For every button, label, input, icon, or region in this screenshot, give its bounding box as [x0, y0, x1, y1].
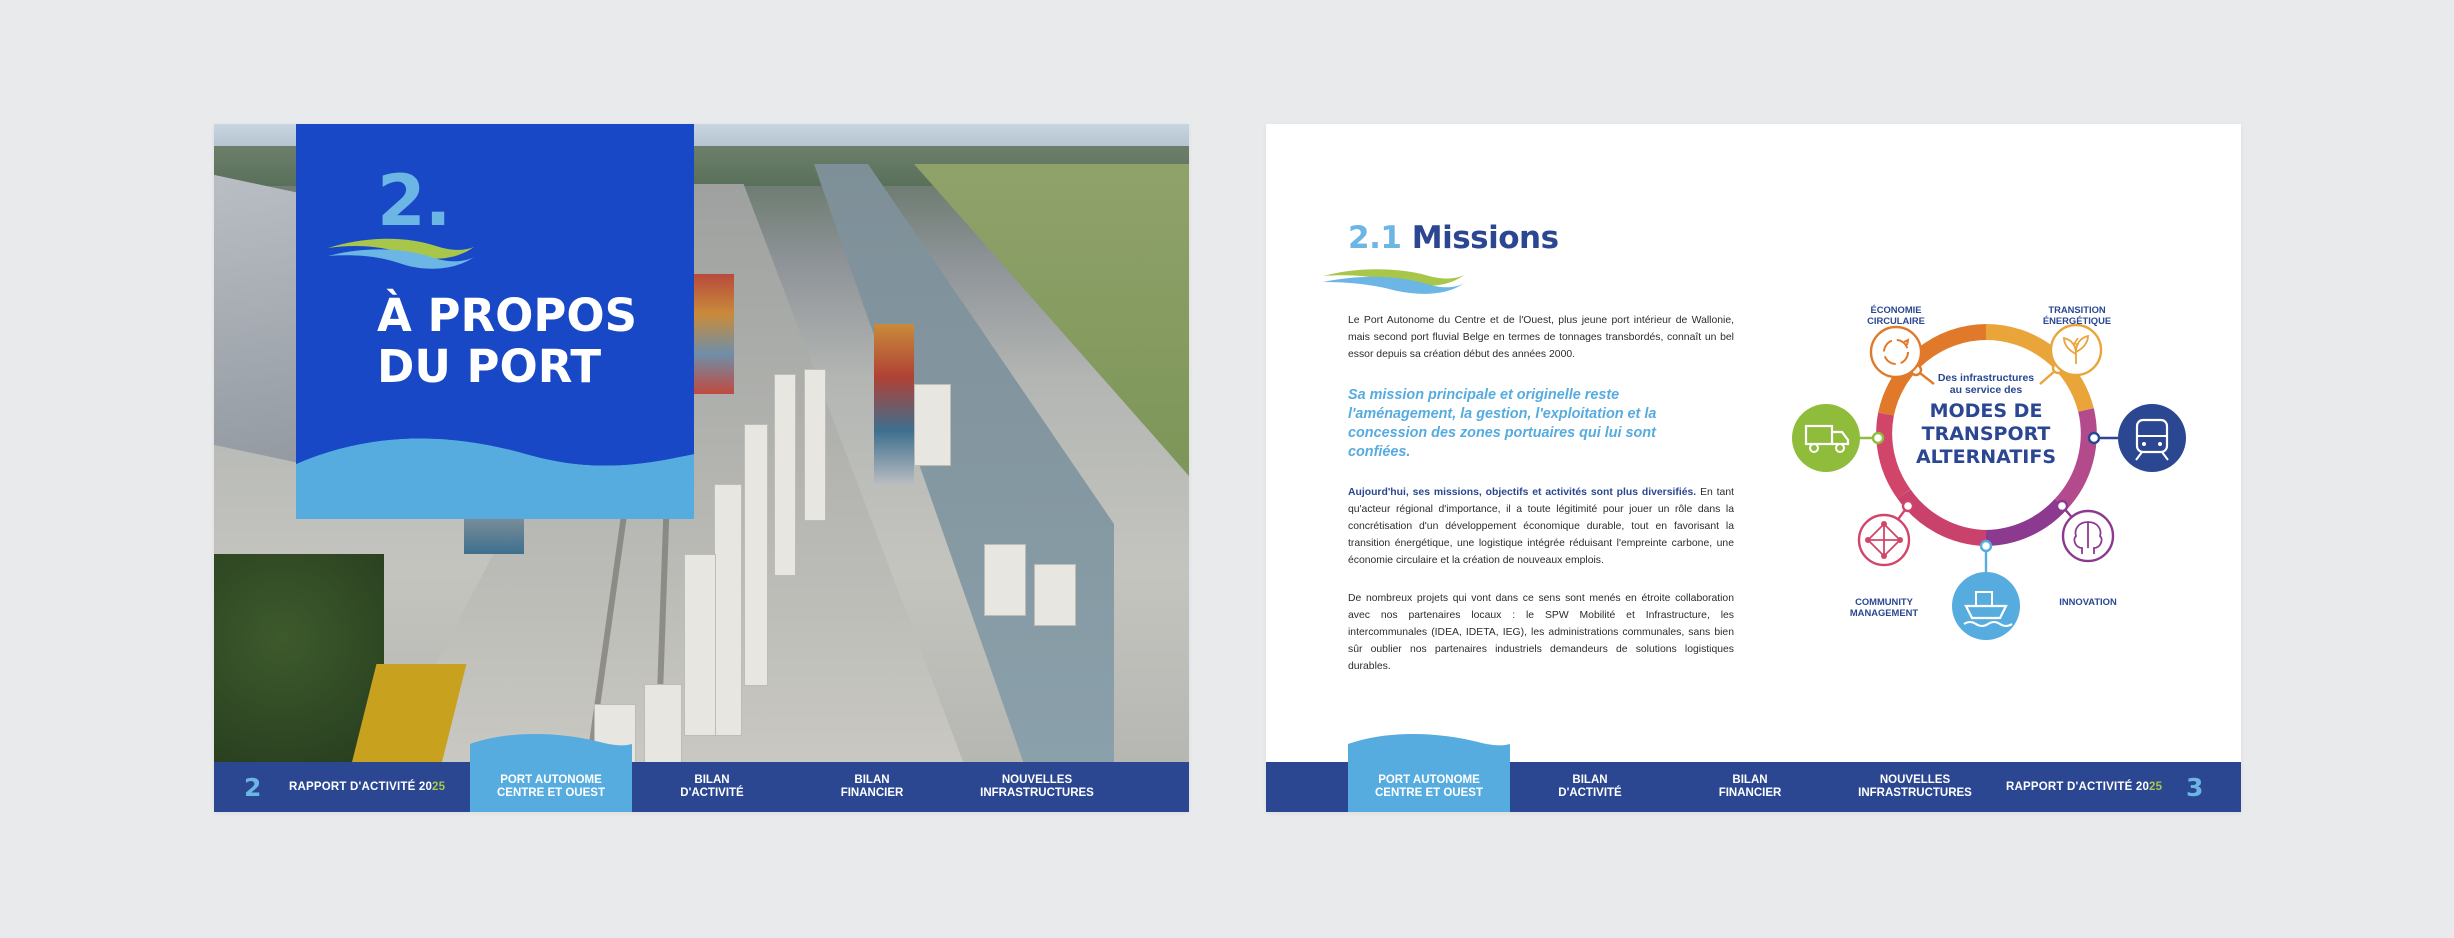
page-number: 2	[244, 772, 262, 802]
section-title-text: Missions	[1411, 220, 1559, 256]
chapter-title: À PROPOS DU PORT	[377, 289, 638, 393]
report-title	[289, 762, 445, 812]
report-title-prefix: RAPPORT D'ACTIVITÉ 20	[289, 781, 433, 793]
network-icon	[1859, 515, 1909, 565]
nav-tab-bilan-financier[interactable]: BILAN FINANCIER	[1718, 774, 1782, 799]
train-icon	[2118, 404, 2186, 472]
wave-logo-icon	[326, 234, 476, 274]
paragraph-missions-body: En tant qu'acteur régional d'importance, il a toute légitimité pour jouer un rôle dans la concrétisation d'un développement économique durable, tout en favorisant la transition énergétique, une logistique intégrée réduisant l'empreinte carbone, une économie circulaire et la création de nouveaux emplois.	[1348, 487, 1734, 566]
nav-tab-port-autonome[interactable]: PORT AUTONOME CENTRE ET OUEST	[1375, 774, 1483, 799]
section-title	[1348, 220, 1559, 256]
mission-quote: Sa mission principale et originelle reste l'aménagement, la gestion, l'exploitation et la concession des zones portuaires qui lui sont confiées.	[1348, 387, 1657, 460]
diagram-center-subtitle: Des infrastructures au service des	[1937, 372, 2035, 396]
report-title-prefix: RAPPORT D'ACTIVITÉ 20	[2006, 781, 2150, 793]
paragraph-partners: De nombreux projets qui vont dans ce sens sont menés en étroite collaboration avec nos partenaires locaux : le SPW Mobilité et Infrastructure, les intercommunales (IDEA, IDETA, IEG), les administrations communales, sans bien sûr oublier nos partenaires industriels demandeurs de solutions logistiques durables.	[1348, 593, 1734, 672]
nav-tab-nouvelles-infrastructures[interactable]: NOUVELLES INFRASTRUCTURES	[980, 774, 1094, 799]
right-page	[1266, 124, 2241, 812]
title-panel-wave	[296, 424, 694, 519]
report-title-year: 25	[432, 781, 446, 793]
diagram-ring	[1756, 284, 2216, 704]
nav-tab-port-autonome[interactable]: PORT AUTONOME CENTRE ET OUEST	[497, 774, 605, 799]
recycle-icon	[1871, 327, 1921, 377]
label-community-management: COMMUNITY MANAGEMENT	[1849, 596, 1919, 618]
label-innovation: INNOVATION	[2059, 596, 2117, 607]
section-number: 2.1	[1348, 220, 1402, 256]
nav-tab-bilan-financier[interactable]: BILAN FINANCIER	[840, 774, 904, 799]
transport-modes-diagram	[1756, 284, 2216, 704]
paragraph-missions	[1348, 484, 1734, 569]
paragraph-missions-lead: Aujourd'hui, ses missions, objectifs et activités sont plus diversifiés.	[1348, 487, 1697, 498]
chapter-number: 2.	[377, 160, 451, 242]
left-page	[214, 124, 1189, 812]
wave-logo-icon	[1321, 266, 1466, 296]
nav-tab-bilan-activite[interactable]: BILAN D'ACTIVITÉ	[680, 774, 744, 799]
page-number: 3	[2186, 772, 2204, 802]
label-transition-energetique: TRANSITION ÉNERGÉTIQUE	[2042, 304, 2112, 326]
label-economie-circulaire: ÉCONOMIE CIRCULAIRE	[1867, 304, 1925, 326]
plant-energy-icon	[2051, 325, 2101, 375]
brain-icon	[2063, 511, 2113, 561]
nav-tab-bilan-activite[interactable]: BILAN D'ACTIVITÉ	[1558, 774, 1622, 799]
boat-icon	[1952, 572, 2020, 640]
diagram-center-title: MODES DE TRANSPORT ALTERNATIFS	[1915, 400, 2057, 468]
nav-tab-nouvelles-infrastructures[interactable]: NOUVELLES INFRASTRUCTURES	[1858, 774, 1972, 799]
paragraph-intro: Le Port Autonome du Centre et de l'Ouest, plus jeune port intérieur de Wallonie, mais second port fluvial Belge en termes de tonnages transbordés, connaît un bel essor depuis sa création début des années 2000.	[1348, 315, 1734, 360]
report-title-year: 25	[2149, 781, 2163, 793]
report-title	[2006, 762, 2162, 812]
truck-icon	[1792, 404, 1860, 472]
